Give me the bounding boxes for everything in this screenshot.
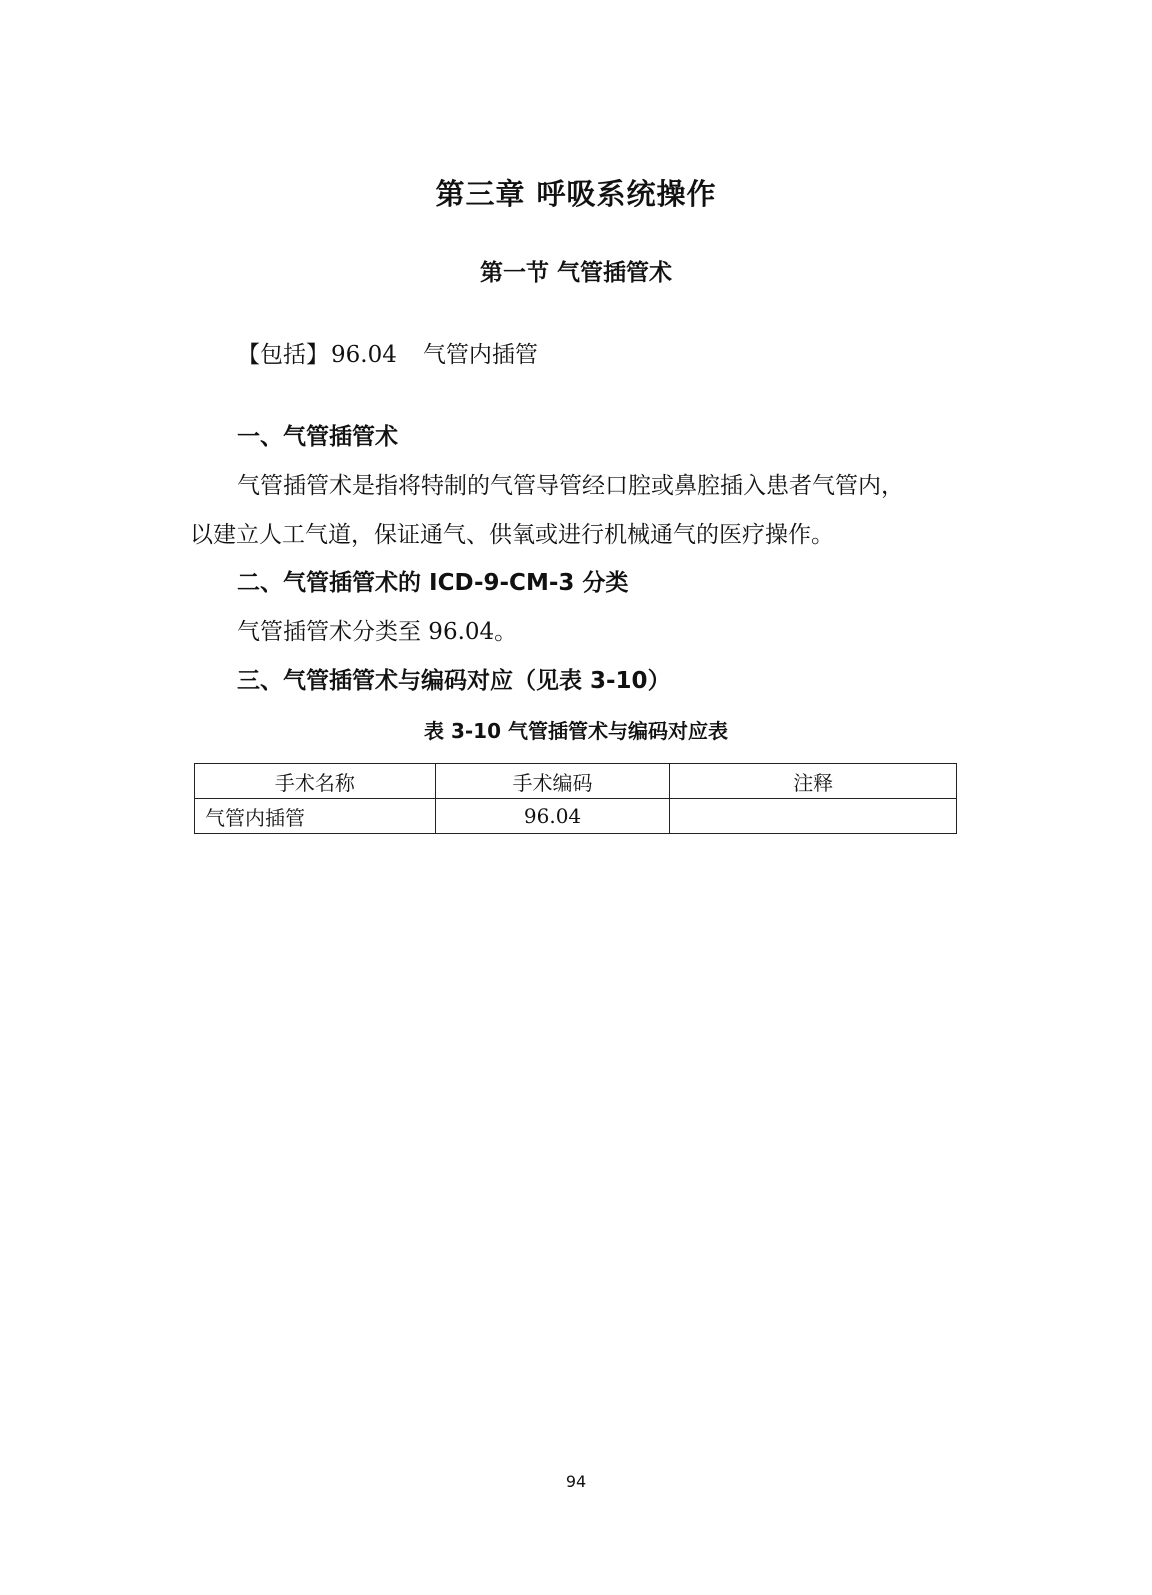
includes-code: 96.04	[331, 342, 397, 368]
table-header-cell: 手术名称	[195, 764, 436, 799]
table-header-cell: 手术编码	[435, 764, 670, 799]
classification-paragraph: 气管插管术分类至 96.04。	[237, 619, 518, 645]
section-title: 第一节 气管插管术	[479, 260, 672, 286]
heading-1: 一、气管插管术	[237, 424, 398, 450]
includes-name: 气管内插管	[422, 342, 538, 368]
includes-line	[237, 336, 538, 369]
table-caption: 表 3-10 气管插管术与编码对应表	[424, 719, 728, 743]
table-cell-note	[670, 799, 957, 834]
table-header-row	[195, 764, 957, 799]
chapter-title: 第三章 呼吸系统操作	[435, 177, 717, 211]
table-cell-procedure-name: 气管内插管	[195, 799, 436, 834]
includes-label: 【包括】	[237, 342, 329, 368]
definition-paragraph-line-1: 气管插管术是指将特制的气管导管经口腔或鼻腔插入患者气管内，	[237, 473, 904, 499]
heading-2: 二、气管插管术的 ICD-9-CM-3 分类	[237, 570, 629, 596]
table-row	[195, 799, 957, 834]
definition-paragraph-line-2: 以建立人工气道，保证通气、供氧或进行机械通气的医疗操作。	[190, 522, 834, 548]
heading-3: 三、气管插管术与编码对应（见表 3-10）	[237, 668, 671, 694]
table-cell-procedure-code: 96.04	[435, 799, 670, 834]
code-mapping-table	[194, 763, 957, 834]
page-number: 94	[565, 1472, 587, 1491]
table-header-cell: 注释	[670, 764, 957, 799]
